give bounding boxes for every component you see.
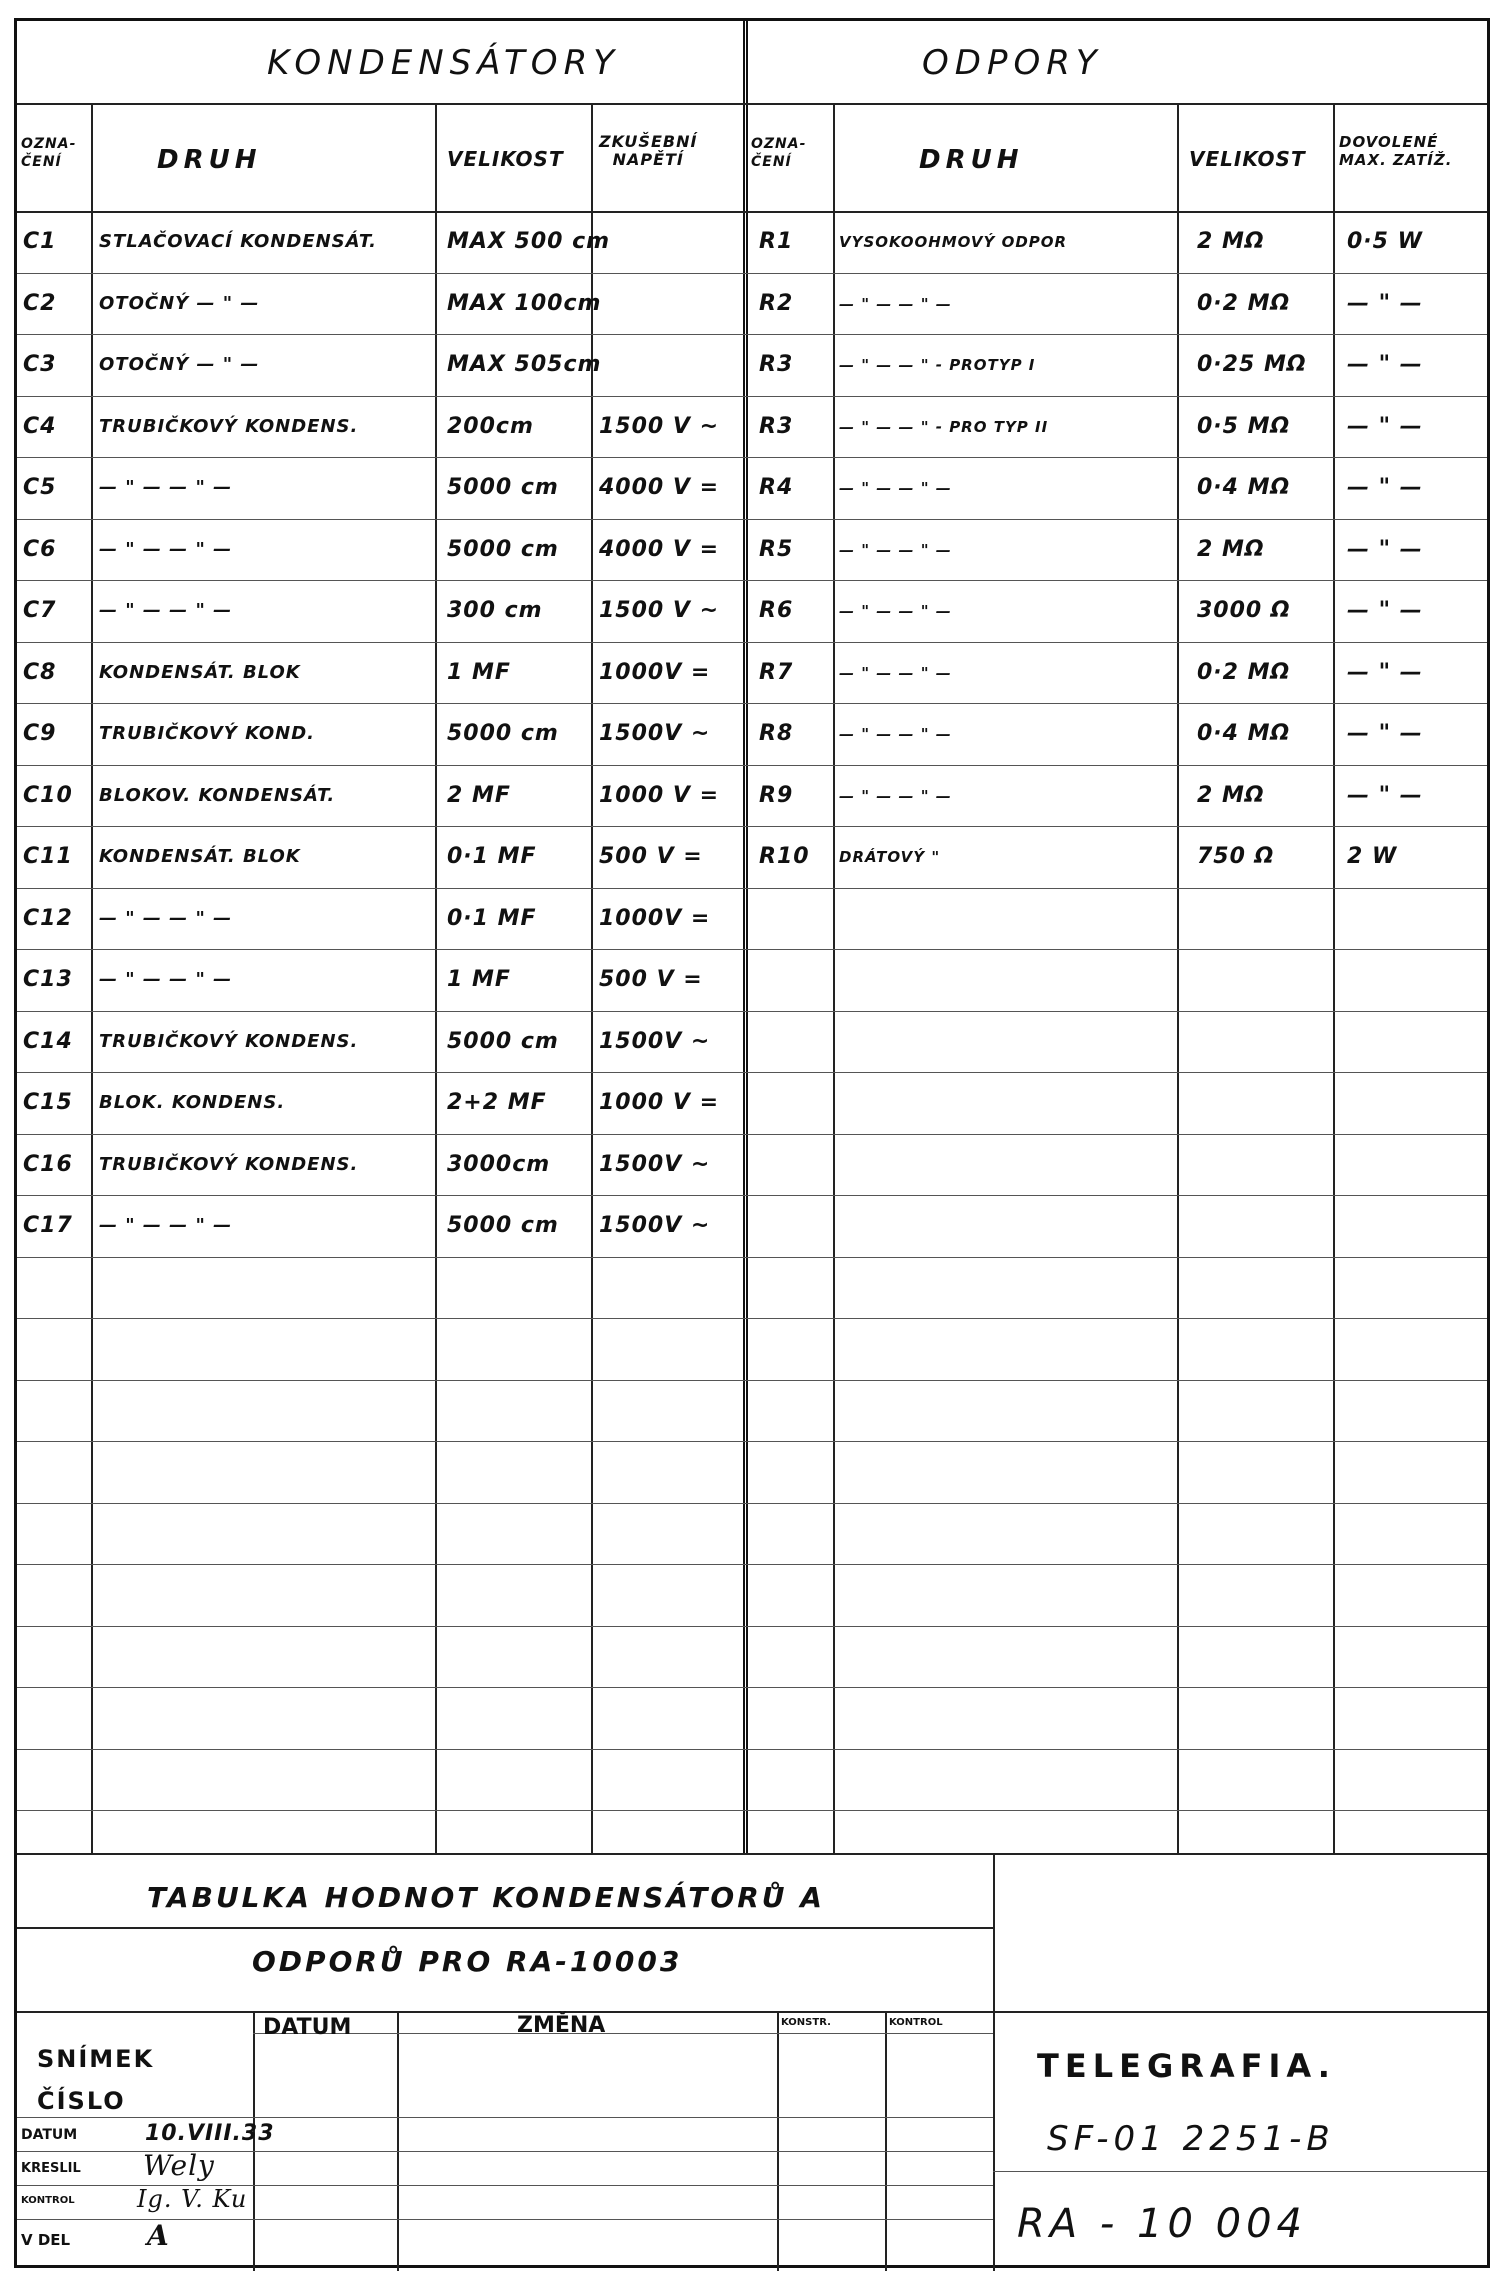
- cap-size: 0·1 MF: [447, 905, 537, 931]
- cap-designation: C9: [23, 721, 57, 746]
- cap-designation: C6: [23, 536, 57, 562]
- res-kind: — " — — " - PRO TYP II: [839, 417, 1049, 436]
- res-max-load: — " —: [1347, 721, 1423, 746]
- cap-size: 5000 cm: [447, 721, 559, 746]
- cap-kind: KONDENSÁT. BLOK: [99, 846, 301, 867]
- cap-designation: C7: [23, 598, 57, 623]
- revision-kontrol-header: KONTROL: [889, 2017, 943, 2028]
- cap-test-voltage: 1500V ~: [599, 721, 711, 746]
- grid-line: [993, 2171, 1487, 2172]
- cap-designation: C10: [23, 782, 73, 808]
- cap-size: 0·1 MF: [447, 844, 537, 869]
- grid-line: [17, 2117, 993, 2118]
- res-designation: R8: [759, 721, 794, 746]
- cap-size: 5000 cm: [447, 536, 559, 562]
- kontrol-signature: Ig. V. Ku: [137, 2185, 248, 2213]
- cap-test-voltage: 1000V =: [599, 659, 711, 685]
- res-size: 0·4 MΩ: [1197, 721, 1291, 746]
- res-max-load: — " —: [1347, 475, 1423, 500]
- table-row-rule: [17, 949, 1487, 950]
- res-designation: R6: [759, 598, 794, 623]
- table-row-rule: [17, 1195, 1487, 1196]
- cap-test-voltage: 500 V =: [599, 844, 703, 869]
- res-size: 0·2 MΩ: [1197, 290, 1291, 316]
- cap-kind: — " — — " —: [99, 538, 233, 560]
- cap-size: 2+2 MF: [447, 1090, 547, 1115]
- cap-designation: C17: [23, 1213, 73, 1238]
- table-row-rule: [17, 642, 1487, 643]
- datum-label: DATUM: [21, 2127, 78, 2143]
- res-kind: VYSOKOOHMOVÝ ODPOR: [839, 233, 1068, 251]
- cap-size: 5000 cm: [447, 1028, 559, 1054]
- grid-line: [435, 103, 437, 1853]
- cap-kind: — " — — " —: [99, 1215, 233, 1236]
- reference-number: RA - 10 004: [1017, 2201, 1307, 2247]
- res-designation: R10: [759, 844, 810, 869]
- cap-kind: TRUBIČKOVÝ KONDENS.: [99, 1153, 359, 1175]
- table-row-rule: [17, 1810, 1487, 1811]
- res-size: 0·4 MΩ: [1197, 475, 1291, 500]
- res-kind: — " — — " —: [839, 786, 952, 805]
- res-designation: R5: [759, 536, 794, 562]
- res-kind: — " — — " —: [839, 294, 952, 313]
- cap-designation: C2: [23, 290, 57, 316]
- cap-test-voltage: 4000 V =: [599, 536, 720, 562]
- cap-kind: TRUBIČKOVÝ KONDENS.: [99, 415, 359, 437]
- kontrol-label: KONTROL: [21, 2195, 75, 2206]
- kreslil-signature: Wely: [143, 2149, 215, 2182]
- title-block-rule: [17, 1927, 993, 1929]
- table-row-rule: [17, 1564, 1487, 1565]
- cap-designation: C8: [23, 659, 57, 685]
- table-row-rule: [17, 703, 1487, 704]
- res-header-max-load: DOVOLENÉ MAX. ZATÍŽ.: [1339, 133, 1453, 169]
- res-designation: R3: [759, 352, 794, 377]
- capacitors-section-title: KONDENSÁTORY: [267, 43, 620, 83]
- table-row-rule: [17, 888, 1487, 889]
- table-row-rule: [17, 1134, 1487, 1135]
- cap-size: 5000 cm: [447, 475, 559, 500]
- cap-kind: BLOKOV. KONDENSÁT.: [99, 784, 336, 806]
- header-rule: [17, 211, 1487, 213]
- res-size: 0·2 MΩ: [1197, 659, 1291, 685]
- cap-kind: KONDENSÁT. BLOK: [99, 661, 301, 683]
- res-kind: — " — — " —: [839, 479, 952, 497]
- grid-line: [1177, 103, 1179, 1853]
- cislo-label: ČÍSLO: [37, 2087, 126, 2115]
- cap-test-voltage: 4000 V =: [599, 475, 720, 500]
- res-size: 750 Ω: [1197, 844, 1275, 869]
- table-row-rule: [17, 1441, 1487, 1442]
- table-row-rule: [17, 1687, 1487, 1688]
- res-size: 0·5 MΩ: [1197, 413, 1291, 439]
- cap-designation: C15: [23, 1090, 73, 1115]
- res-size: 2 MΩ: [1197, 536, 1265, 562]
- header-rule: [17, 103, 1487, 105]
- res-max-load: — " —: [1347, 598, 1423, 623]
- cap-size: 1 MF: [447, 967, 511, 992]
- section-divider: [743, 21, 748, 1853]
- table-row-rule: [17, 1380, 1487, 1381]
- res-max-load: 2 W: [1347, 844, 1398, 869]
- cap-test-voltage: 500 V =: [599, 967, 703, 992]
- res-designation: R7: [759, 659, 794, 685]
- cap-designation: C5: [23, 475, 57, 500]
- cap-designation: C11: [23, 844, 73, 869]
- revision-datum-header: DATUM: [263, 2015, 352, 2040]
- drawing-title-line-2: ODPORŮ PRO RA-10003: [252, 1945, 683, 1978]
- res-kind: — " — — " —: [839, 602, 952, 620]
- table-row-rule: [17, 765, 1487, 766]
- vdel-label: V DEL: [21, 2231, 71, 2249]
- res-size: 0·25 MΩ: [1197, 352, 1307, 377]
- res-max-load: — " —: [1347, 659, 1423, 685]
- cap-test-voltage: 1500V ~: [599, 1213, 711, 1238]
- cap-designation: C4: [23, 413, 57, 439]
- title-block-rule: [17, 2011, 1487, 2013]
- cap-designation: C16: [23, 1151, 73, 1177]
- drawing-sheet: [14, 18, 1490, 2268]
- cap-kind: — " — — " —: [99, 477, 233, 498]
- table-row-rule: [17, 1257, 1487, 1258]
- res-kind: — " — — " —: [839, 540, 952, 559]
- cap-header-designation: OZNA- ČENÍ: [21, 136, 77, 170]
- table-row-rule: [17, 273, 1487, 274]
- cap-designation: C14: [23, 1028, 73, 1054]
- res-max-load: — " —: [1347, 536, 1423, 562]
- cap-test-voltage: 1000 V =: [599, 1090, 720, 1115]
- title-block-divider: [993, 1853, 995, 2271]
- res-designation: R9: [759, 782, 794, 808]
- cap-test-voltage: 1500 V ~: [599, 413, 720, 439]
- table-row-rule: [17, 826, 1487, 827]
- cap-kind: — " — — " —: [99, 969, 233, 990]
- cap-kind: OTOČNÝ — " —: [99, 354, 260, 375]
- cap-kind: — " — — " —: [99, 907, 233, 929]
- drawing-title-line-1: TABULKA HODNOT KONDENSÁTORŮ A: [147, 1881, 825, 1914]
- cap-kind: TRUBIČKOVÝ KOND.: [99, 723, 316, 744]
- cap-kind: OTOČNÝ — " —: [99, 292, 260, 314]
- res-designation: R2: [759, 290, 794, 316]
- cap-size: MAX 500 cm: [447, 229, 611, 254]
- grid-line: [777, 2011, 779, 2271]
- grid-line: [885, 2011, 887, 2271]
- cap-size: MAX 100cm: [447, 290, 602, 316]
- res-designation: R4: [759, 475, 794, 500]
- grid-line: [1333, 103, 1335, 1853]
- res-designation: R3: [759, 413, 794, 439]
- revision-konstr-header: KONSTR.: [781, 2017, 831, 2028]
- cap-test-voltage: 1500 V ~: [599, 598, 720, 623]
- table-row-rule: [17, 1318, 1487, 1319]
- res-max-load: — " —: [1347, 352, 1423, 377]
- snimek-label: SNÍMEK: [37, 2045, 155, 2073]
- res-header-designation: OZNA- ČENÍ: [751, 136, 807, 170]
- cap-size: MAX 505cm: [447, 352, 602, 377]
- title-block-top-rule: [17, 1853, 1487, 1855]
- cap-designation: C3: [23, 352, 57, 377]
- cap-header-size: VELIKOST: [447, 147, 564, 171]
- cap-kind: BLOK. KONDENS.: [99, 1092, 286, 1113]
- res-kind: — " — — " —: [839, 725, 952, 743]
- table-row-rule: [17, 580, 1487, 581]
- res-max-load: — " —: [1347, 782, 1423, 808]
- table-row-rule: [17, 457, 1487, 458]
- cap-header-kind: DRUH: [157, 145, 262, 175]
- cap-size: 200cm: [447, 413, 534, 439]
- res-size: 3000 Ω: [1197, 598, 1291, 623]
- cap-kind: — " — — " —: [99, 600, 233, 621]
- res-designation: R1: [759, 229, 794, 254]
- cap-test-voltage: 1500V ~: [599, 1151, 711, 1177]
- grid-line: [833, 103, 835, 1853]
- cap-size: 2 MF: [447, 782, 511, 808]
- table-row-rule: [17, 334, 1487, 335]
- cap-designation: C13: [23, 967, 73, 992]
- cap-size: 300 cm: [447, 598, 543, 623]
- res-header-kind: DRUH: [919, 145, 1024, 175]
- company-name: TELEGRAFIA.: [1037, 2047, 1336, 2085]
- datum-value: 10.VIII.33: [145, 2121, 275, 2146]
- revision-zmena-header: ZMĚNA: [517, 2013, 606, 2038]
- res-kind: — " — — " —: [839, 663, 952, 682]
- resistors-section-title: ODPORY: [922, 43, 1103, 83]
- cap-kind: STLAČOVACÍ KONDENSÁT.: [99, 231, 377, 252]
- res-kind: DRÁTOVÝ ": [839, 848, 941, 866]
- table-row-rule: [17, 1072, 1487, 1073]
- drawing-number: SF-01 2251-B: [1047, 2119, 1335, 2159]
- cap-header-test-voltage: ZKUŠEBNÍ NAPĚTÍ: [599, 132, 698, 169]
- res-max-load: — " —: [1347, 290, 1423, 316]
- res-size: 2 MΩ: [1197, 782, 1265, 808]
- res-max-load: — " —: [1347, 413, 1423, 439]
- table-row-rule: [17, 396, 1487, 397]
- cap-test-voltage: 1000 V =: [599, 782, 720, 808]
- res-size: 2 MΩ: [1197, 229, 1265, 254]
- res-kind: — " — — " - PROTYP I: [839, 356, 1036, 374]
- table-row-rule: [17, 519, 1487, 520]
- table-row-rule: [17, 1503, 1487, 1504]
- cap-designation: C1: [23, 229, 57, 254]
- table-row-rule: [17, 1749, 1487, 1750]
- grid-line: [253, 2033, 993, 2034]
- table-row-rule: [17, 1011, 1487, 1012]
- grid-line: [397, 2011, 399, 2271]
- cap-kind: TRUBIČKOVÝ KONDENS.: [99, 1030, 359, 1052]
- res-header-size: VELIKOST: [1189, 147, 1306, 171]
- cap-test-voltage: 1000V =: [599, 905, 711, 931]
- cap-designation: C12: [23, 905, 73, 931]
- grid-line: [91, 103, 93, 1853]
- table-row-rule: [17, 1626, 1487, 1627]
- cap-test-voltage: 1500V ~: [599, 1028, 711, 1054]
- res-max-load: 0·5 W: [1347, 229, 1423, 254]
- cap-size: 5000 cm: [447, 1213, 559, 1238]
- kreslil-label: KRESLIL: [21, 2161, 81, 2176]
- vdel-signature: A: [147, 2219, 170, 2252]
- cap-size: 3000cm: [447, 1151, 551, 1177]
- cap-size: 1 MF: [447, 659, 511, 685]
